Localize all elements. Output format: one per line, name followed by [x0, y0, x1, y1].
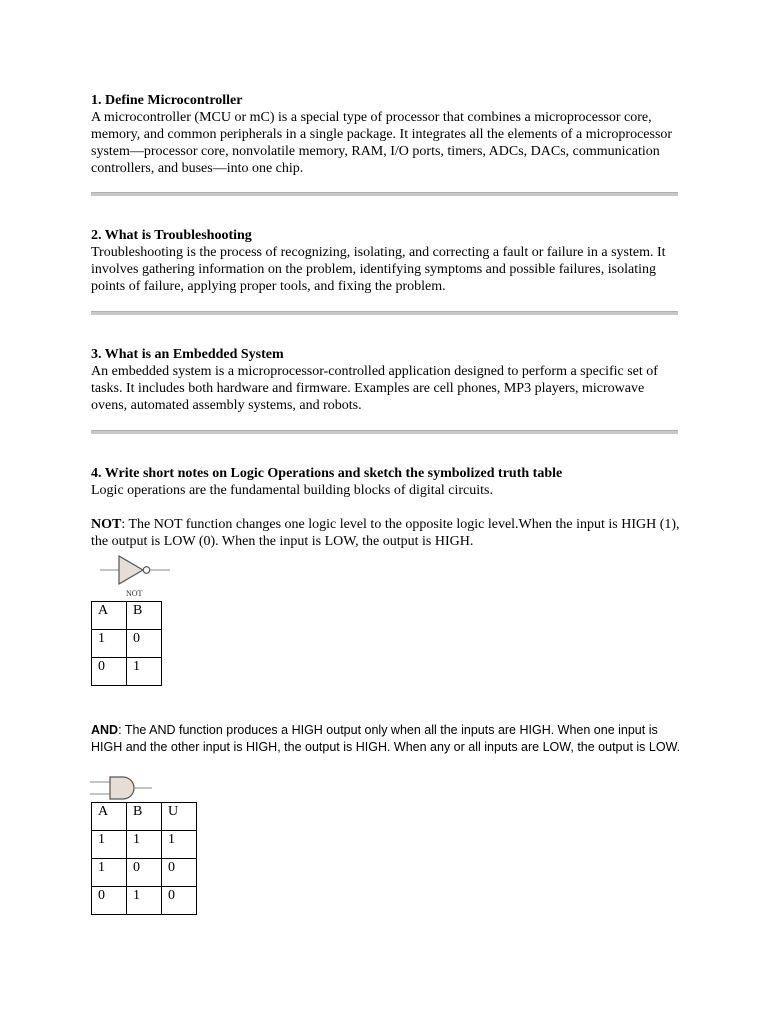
table-header-cell: A	[92, 803, 127, 831]
table-header-cell: B	[127, 602, 162, 630]
section-body: Logic operations are the fundamental building blocks of digital circuits.	[91, 483, 494, 498]
section-body: Troubleshooting is the process of recognizing, isolating, and correcting a fault or failure in a system. It involves gathering information on the problem, identifying symptoms and possible failures, isolating points of failure, applying proper tools, and fixing the problem.	[91, 245, 666, 294]
table-cell: 1	[162, 831, 197, 859]
not-truth-table	[91, 601, 162, 686]
table-cell: 0	[92, 887, 127, 915]
section-body: An embedded system is a microprocessor-controlled application designed to perform a specific set of tasks. It includes both hardware and firmware. Examples are cell phones, MP3 players, microwave ovens, automated assembly systems, and robots.	[91, 364, 658, 413]
table-cell: 1	[127, 658, 162, 686]
and-gate-icon	[90, 776, 154, 800]
table-cell: 0	[162, 859, 197, 887]
table-cell: 0	[162, 887, 197, 915]
table-cell: 1	[127, 831, 162, 859]
table-row	[92, 887, 197, 915]
table-cell: 0	[92, 658, 127, 686]
section-troubleshooting	[91, 227, 681, 295]
table-row	[92, 630, 162, 658]
and-truth-table	[91, 802, 197, 915]
not-description-text: : The NOT function changes one logic level to the opposite logic level.When the input is HIGH (1), the output is LOW (0). When the input is LOW, the output is HIGH.	[91, 517, 680, 549]
table-row	[92, 859, 197, 887]
and-description	[91, 722, 681, 756]
section-heading: 4. Write short notes on Logic Operations and sketch the symbolized truth table	[91, 466, 563, 481]
not-gate-label: NOT	[126, 589, 143, 598]
horizontal-divider	[91, 311, 678, 315]
not-gate-icon	[100, 553, 172, 587]
table-cell: 0	[127, 859, 162, 887]
section-logic-operations	[91, 465, 681, 499]
table-cell: 0	[127, 630, 162, 658]
section-microcontroller	[91, 92, 681, 177]
horizontal-divider	[91, 192, 678, 196]
table-header-cell: U	[162, 803, 197, 831]
table-cell: 1	[92, 831, 127, 859]
table-header-row	[92, 803, 197, 831]
table-cell: 1	[127, 887, 162, 915]
section-heading: 1. Define Microcontroller	[91, 93, 243, 108]
table-row	[92, 831, 197, 859]
table-cell: 1	[92, 630, 127, 658]
table-cell: 1	[92, 859, 127, 887]
table-header-cell: A	[92, 602, 127, 630]
and-description-text: : The AND function produces a HIGH output only when all the inputs are HIGH. When one input is HIGH and the other input is HIGH, the output is HIGH. When any or all inputs are LOW, the output is LOW.	[91, 723, 681, 754]
horizontal-divider	[91, 430, 678, 434]
section-embedded-system	[91, 346, 681, 414]
table-header-row	[92, 602, 162, 630]
section-heading: 3. What is an Embedded System	[91, 347, 284, 362]
and-term: AND	[91, 723, 119, 737]
not-description	[91, 516, 681, 550]
table-row	[92, 658, 162, 686]
not-term: NOT	[91, 517, 122, 532]
table-header-cell: B	[127, 803, 162, 831]
section-body: A microcontroller (MCU or mC) is a special type of processor that combines a microprocessor core, memory, and common peripherals in a single package. It integrates all the elements of a microprocessor system—processor core, nonvolatile memory, RAM, I/O ports, timers, ADCs, DACs, communication controllers, and buses—into one chip.	[91, 110, 673, 176]
section-heading: 2. What is Troubleshooting	[91, 228, 252, 243]
